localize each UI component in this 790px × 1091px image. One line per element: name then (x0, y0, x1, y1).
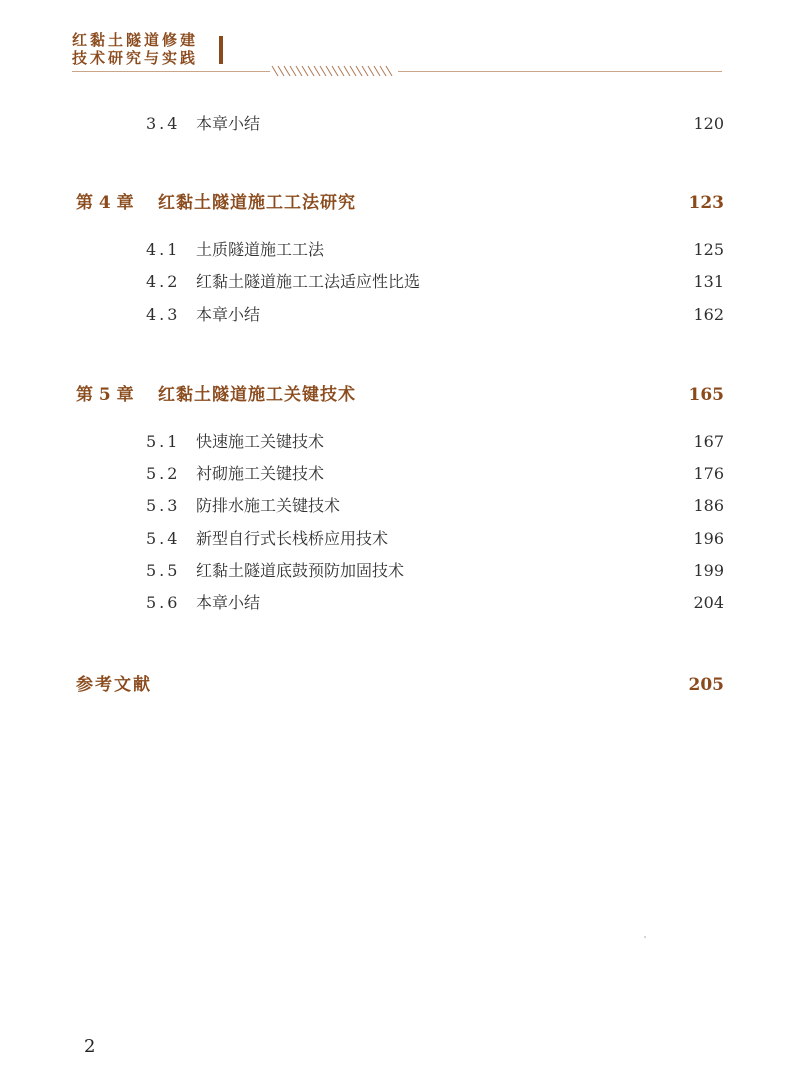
section-number: 5.6 (146, 593, 181, 612)
section-title: 新型自行式长栈桥应用技术 (196, 529, 389, 548)
section-number: 5.1 (146, 432, 181, 451)
section-number: 5.4 (146, 529, 181, 548)
section-number: 5.5 (146, 561, 181, 580)
toc-references[interactable] (0, 673, 790, 697)
chapter-page-number: 123 (688, 193, 724, 213)
running-header (0, 0, 790, 80)
toc-entry-3-4[interactable] (0, 112, 790, 136)
header-rule-left (72, 71, 270, 72)
section-title: 本章小结 (196, 305, 261, 324)
references-page-number: 205 (688, 675, 724, 695)
toc-entry-5-1[interactable] (0, 430, 790, 454)
toc-entry-5-5[interactable] (0, 559, 790, 583)
toc-entry-4-1[interactable] (0, 238, 790, 262)
book-title-line2: 技术研究与实践 (72, 49, 199, 67)
book-title (72, 31, 232, 67)
toc-chapter-4[interactable] (0, 191, 790, 215)
section-number: 3.4 (146, 114, 181, 133)
section-number: 4.1 (146, 240, 181, 259)
page-number: 131 (693, 272, 724, 291)
paper-speck (644, 936, 646, 938)
section-number: 5.3 (146, 496, 181, 515)
page-number: 120 (693, 114, 724, 133)
toc-entry-5-4[interactable] (0, 527, 790, 551)
page-folio: 2 (84, 1036, 96, 1057)
page-number: 125 (693, 240, 724, 259)
section-title: 快速施工关键技术 (196, 432, 325, 451)
page-number: 167 (693, 432, 724, 451)
section-number: 4.3 (146, 305, 181, 324)
page-number: 186 (693, 496, 724, 515)
book-title-line1: 红黏土隧道修建 (72, 31, 199, 49)
section-title: 土质隧道施工工法 (196, 240, 325, 259)
toc-entry-5-3[interactable] (0, 494, 790, 518)
page-number: 176 (693, 464, 724, 483)
section-title: 衬砌施工关键技术 (196, 464, 325, 483)
chapter-title: 红黏土隧道施工工法研究 (158, 193, 356, 213)
section-title: 防排水施工关键技术 (196, 496, 341, 515)
section-title: 本章小结 (196, 114, 261, 133)
toc-entry-5-2[interactable] (0, 462, 790, 486)
page-number: 196 (693, 529, 724, 548)
header-accent-bar (219, 36, 223, 64)
section-title: 本章小结 (196, 593, 261, 612)
chapter-page-number: 165 (688, 385, 724, 405)
page-number: 204 (693, 593, 724, 612)
header-rule-right (398, 71, 722, 72)
references-title: 参考文献 (76, 675, 152, 695)
toc-entry-4-2[interactable] (0, 270, 790, 294)
section-number: 5.2 (146, 464, 181, 483)
chapter-label: 第 4 章 (76, 193, 134, 213)
toc-chapter-5[interactable] (0, 383, 790, 407)
chapter-title: 红黏土隧道施工关键技术 (158, 385, 356, 405)
section-title: 红黏土隧道施工工法适应性比选 (196, 272, 421, 291)
toc-entry-5-6[interactable] (0, 591, 790, 615)
page-number: 199 (693, 561, 724, 580)
section-title: 红黏土隧道底鼓预防加固技术 (196, 561, 405, 580)
chapter-label: 第 5 章 (76, 385, 134, 405)
page-number: 162 (693, 305, 724, 324)
header-hatch-ornament (270, 64, 398, 78)
toc-entry-4-3[interactable] (0, 303, 790, 327)
section-number: 4.2 (146, 272, 181, 291)
